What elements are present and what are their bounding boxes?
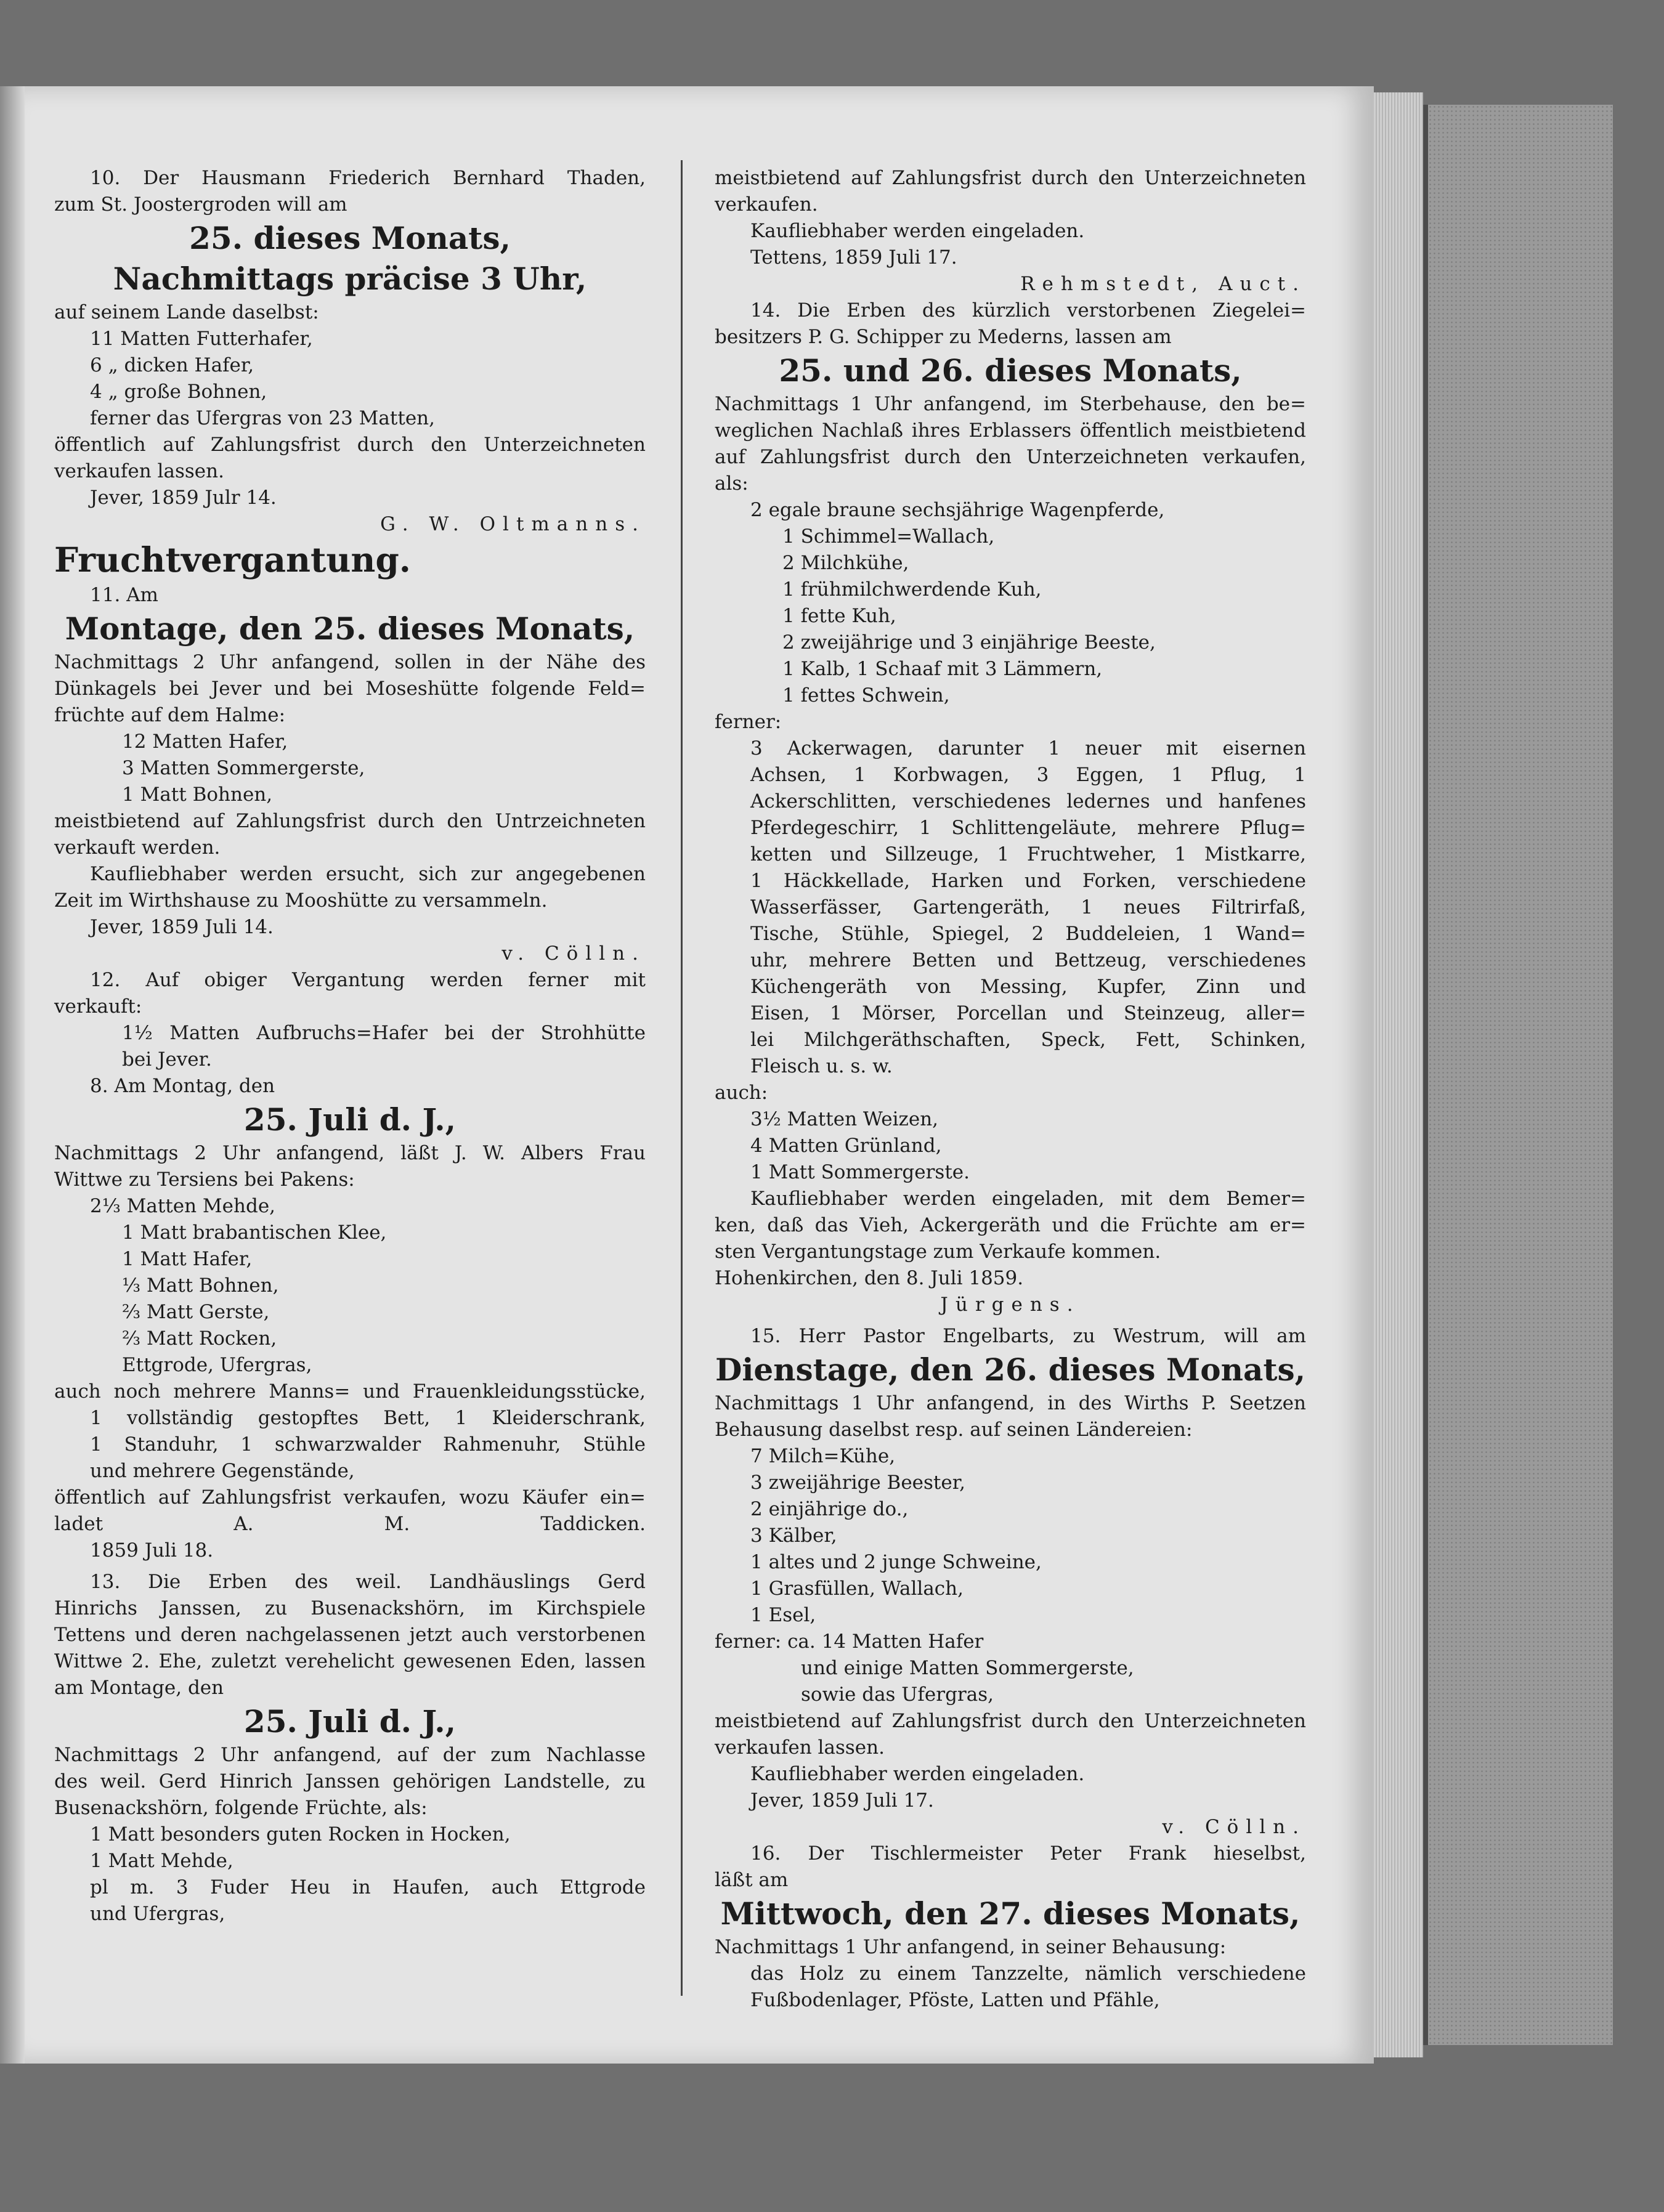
left-column-line: ⅓ Matt Bohnen,: [122, 1274, 279, 1297]
left-column-line: G. W. Oltmanns.: [380, 513, 646, 535]
right-column-line: Fußbodenlager, Pföste, Latten und Pfähle,: [750, 1989, 1160, 2011]
left-column-line: Hinrichs Janssen, zu Busenackshörn, im Kirchspiele: [54, 1597, 646, 1619]
right-column-line: v. Cölln.: [1162, 1816, 1306, 1838]
right-column-line: uhr, mehrere Betten und Bettzeug, verschiedenes: [750, 949, 1306, 971]
right-column-line: verkaufen lassen.: [715, 1736, 885, 1759]
left-column-line: ferner das Ufergras von 23 Matten,: [90, 407, 435, 429]
right-column-line: auf Zahlungsfrist durch den Unterzeichneten verkaufen,: [715, 446, 1306, 468]
left-column-line: verkauft werden.: [54, 837, 221, 859]
right-column-line: ken, daß das Vieh, Ackergeräth und die Früchte am er=: [715, 1214, 1306, 1236]
right-column-line: 1 fettes Schwein,: [782, 684, 950, 707]
left-column-line: ⅔ Matt Rocken,: [122, 1327, 277, 1350]
right-column-line: Rehmstedt, Auct.: [1020, 273, 1306, 295]
right-column-line: Eisen, 1 Mörser, Porcellan und Steinzeug, aller=: [750, 1002, 1306, 1024]
right-column-line: ketten und Sillzeuge, 1 Fruchtweher, 1 Mistkarre,: [750, 843, 1306, 865]
right-column-line: 1 Kalb, 1 Schaaf mit 3 Lämmern,: [782, 658, 1103, 680]
right-column: [715, 165, 1306, 2014]
left-column-line: 25. dieses Monats,: [189, 220, 511, 256]
left-column-line: meistbietend auf Zahlungsfrist durch den Untrzeichneten: [54, 810, 646, 832]
left-column-line: 13. Die Erben des weil. Landhäuslings Gerd: [90, 1571, 646, 1593]
left-column-line: 11. Am: [90, 584, 158, 606]
left-column-line: verkauft:: [54, 995, 142, 1018]
right-column-line: 1 Matt Sommergerste.: [750, 1161, 970, 1183]
left-column-line: des weil. Gerd Hinrich Janssen gehörigen Landstelle, zu: [54, 1770, 646, 1793]
left-column-line: 1 Standuhr, 1 schwarzwalder Rahmenuhr, Stühle: [90, 1433, 646, 1456]
right-column-line: als:: [715, 472, 749, 495]
right-column-line: Nachmittags 1 Uhr anfangend, in des Wirths P. Seetzen: [715, 1392, 1306, 1414]
right-column-line: 3½ Matten Weizen,: [750, 1108, 939, 1130]
left-column-line: 1 Matt Mehde,: [90, 1850, 233, 1872]
left-column-line: zum St. Joostergroden will am: [54, 193, 347, 216]
left-column-line: 1859 Juli 18.: [90, 1539, 214, 1562]
right-column-line: Küchengeräth von Messing, Kupfer, Zinn und: [750, 976, 1306, 998]
left-column-line: auch noch mehrere Manns= und Frauenkleidungsstücke,: [54, 1380, 646, 1403]
right-column-line: 25. und 26. dieses Monats,: [779, 352, 1242, 389]
right-column-line: 1 altes und 2 junge Schweine,: [750, 1551, 1042, 1573]
left-column-line: 25. Juli d. J.,: [243, 1101, 457, 1138]
right-column-line: meistbietend auf Zahlungsfrist durch den Unterzeichneten: [715, 167, 1306, 189]
left-column-line: Busenackshörn, folgende Früchte, als:: [54, 1797, 428, 1819]
right-column-line: das Holz zu einem Tanzzelte, nämlich verschiedene: [750, 1963, 1306, 1985]
right-column-line: Jever, 1859 Juli 17.: [750, 1789, 934, 1812]
left-column-line: Wittwe 2. Ehe, zuletzt verehelicht gewesenen Eden, lassen: [54, 1650, 646, 1672]
right-column-line: Mittwoch, den 27. dieses Monats,: [720, 1895, 1301, 1932]
left-column-line: 2⅓ Matten Mehde,: [90, 1195, 276, 1217]
left-column-line: pl m. 3 Fuder Heu in Haufen, auch Ettgrode: [90, 1876, 646, 1898]
right-column-line: 1 Esel,: [750, 1604, 816, 1626]
left-column-line: früchte auf dem Halme:: [54, 704, 286, 726]
left-column-line: 8. Am Montag, den: [90, 1075, 275, 1097]
left-column-line: v. Cölln.: [501, 942, 646, 965]
right-column-line: 2 Milchkühe,: [782, 552, 909, 574]
right-column-line: [715, 1318, 1306, 1323]
right-column-line: Fleisch u. s. w.: [750, 1055, 893, 1077]
left-column-line: ⅔ Matt Gerste,: [122, 1301, 270, 1323]
right-column-line: 3 Ackerwagen, darunter 1 neuer mit eisernen: [750, 737, 1306, 760]
right-column-line: Kaufliebhaber werden eingeladen.: [750, 220, 1085, 242]
left-column-line: 25. Juli d. J.,: [243, 1703, 457, 1740]
right-column-line: 15. Herr Pastor Engelbarts, zu Westrum, will am: [750, 1325, 1306, 1347]
right-column-line: ferner: ca. 14 Matten Hafer: [715, 1631, 984, 1653]
right-column-line: weglichen Nachlaß ihres Erblassers öffentlich meistbietend: [715, 419, 1306, 442]
right-column-line: besitzers P. G. Schipper zu Mederns, lassen am: [715, 326, 1172, 348]
right-column-line: Ackerschlitten, verschiedenes ledernes und hanfenes: [750, 790, 1306, 812]
right-column-line: 2 zweijährige und 3 einjährige Beeste,: [782, 631, 1156, 654]
right-column-line: 1 frühmilchwerdende Kuh,: [782, 578, 1042, 601]
left-column-line: 6 „ dicken Hafer,: [90, 354, 254, 376]
right-column-line: meistbietend auf Zahlungsfrist durch den Unterzeichneten: [715, 1710, 1306, 1732]
left-column-line: 1 Matt Bohnen,: [122, 784, 273, 806]
right-column-line: auch:: [715, 1082, 768, 1104]
right-column-line: lei Milchgeräthschaften, Speck, Fett, Schinken,: [750, 1029, 1306, 1051]
right-column-line: sowie das Ufergras,: [801, 1683, 994, 1706]
right-column-line: 3 zweijährige Beester,: [750, 1472, 965, 1494]
left-column-line: 12 Matten Hafer,: [122, 731, 288, 753]
right-column-line: und einige Matten Sommergerste,: [801, 1657, 1134, 1679]
left-column-line: Nachmittags 2 Uhr anfangend, sollen in der Nähe des: [54, 651, 646, 673]
left-column-line: Dünkagels bei Jever und bei Moseshütte folgende Feld=: [54, 678, 646, 700]
right-column-line: verkaufen.: [715, 193, 818, 216]
left-column-line: Ettgrode, Ufergras,: [122, 1354, 312, 1376]
right-column-line: Jürgens.: [940, 1294, 1081, 1316]
right-column-line: Tische, Stühle, Spiegel, 2 Buddeleien, 1 Wand=: [750, 923, 1306, 945]
left-column-line: verkaufen lassen.: [54, 460, 224, 482]
right-column-line: Kaufliebhaber werden eingeladen, mit dem Bemer=: [750, 1188, 1306, 1210]
left-column-line: Kaufliebhaber werden ersucht, sich zur angegebenen: [90, 863, 646, 885]
left-column-line: 12. Auf obiger Vergantung werden ferner mit: [90, 969, 646, 991]
left-column-line: Wittwe zu Tersiens bei Pakens:: [54, 1169, 355, 1191]
right-column-line: 2 einjährige do.,: [750, 1498, 909, 1520]
right-column-line: Nachmittags 1 Uhr anfangend, im Sterbehause, den be=: [715, 393, 1306, 415]
left-column: [54, 165, 646, 1927]
page-edges: [1374, 92, 1423, 2057]
left-column-line: Jever, 1859 Juli 14.: [90, 916, 274, 938]
right-column-line: Achsen, 1 Korbwagen, 3 Eggen, 1 Pflug, 1: [750, 764, 1306, 786]
left-column-line: auf seinem Lande daselbst:: [54, 301, 319, 323]
left-column-line: 1 vollständig gestopftes Bett, 1 Kleiderschrank,: [90, 1407, 646, 1429]
right-column-line: 7 Milch=Kühe,: [750, 1445, 896, 1467]
left-column-line: bei Jever.: [122, 1048, 212, 1071]
right-column-line: 3 Kälber,: [750, 1525, 837, 1547]
left-column-line: öffentlich auf Zahlungsfrist durch den Unterzeichneten: [54, 434, 646, 456]
left-column-line: Nachmittags präcise 3 Uhr,: [113, 261, 587, 297]
right-column-line: Behausung daselbst resp. auf seinen Ländereien:: [715, 1419, 1193, 1441]
left-column-line: und Ufergras,: [90, 1903, 225, 1925]
right-column-line: Wasserfässer, Gartengeräth, 1 neues Filtrirfaß,: [750, 896, 1306, 918]
right-column-line: 2 egale braune sechsjährige Wagenpferde,: [750, 499, 1165, 521]
left-column-line: 1 Matt brabantischen Klee,: [122, 1221, 387, 1244]
right-column-line: Tettens, 1859 Juli 17.: [750, 246, 957, 269]
left-column-line: 11 Matten Futterhafer,: [90, 328, 313, 350]
left-column-line: Montage, den 25. dieses Monats,: [65, 610, 635, 647]
column-rule: [681, 160, 683, 1996]
left-column-line: öffentlich auf Zahlungsfrist verkaufen, wozu Käufer ein=: [54, 1486, 646, 1509]
right-column-line: Hohenkirchen, den 8. Juli 1859.: [715, 1267, 1024, 1289]
left-column-line: ladet A. M. Taddicken.: [54, 1513, 646, 1535]
right-column-line: Nachmittags 1 Uhr anfangend, in seiner Behausung:: [715, 1936, 1227, 1958]
left-column-line: Zeit im Wirthshause zu Mooshütte zu versammeln.: [54, 889, 548, 912]
left-column-line: 10. Der Hausmann Friederich Bernhard Thaden,: [90, 167, 646, 189]
left-column-line: 1 Matt besonders guten Rocken in Hocken,: [90, 1823, 511, 1845]
right-column-line: Kaufliebhaber werden eingeladen.: [750, 1763, 1085, 1785]
right-column-line: 1 Häckkellade, Harken und Forken, verschiedene: [750, 870, 1306, 892]
left-column-line: am Montage, den: [54, 1677, 224, 1699]
right-column-line: sten Vergantungstage zum Verkaufe kommen.: [715, 1241, 1161, 1263]
right-column-line: läßt am: [715, 1869, 789, 1891]
left-column-line: 3 Matten Sommergerste,: [122, 757, 365, 779]
right-column-line: 14. Die Erben des kürzlich verstorbenen Ziegelei=: [750, 299, 1306, 322]
left-column-line: 1½ Matten Aufbruchs=Hafer bei der Strohhütte: [122, 1022, 646, 1044]
right-column-line: 1 Grasfüllen, Wallach,: [750, 1578, 964, 1600]
right-column-line: 1 Schimmel=Wallach,: [782, 525, 995, 548]
book-cover: [1423, 105, 1613, 2045]
left-column-line: Tettens und deren nachgelassenen jetzt auch verstorbenen: [54, 1624, 646, 1646]
left-column-line: Nachmittags 2 Uhr anfangend, läßt J. W. Albers Frau: [54, 1142, 646, 1164]
left-column-line: und mehrere Gegenstände,: [90, 1460, 355, 1482]
right-column-line: ferner:: [715, 711, 782, 733]
right-column-line: 16. Der Tischlermeister Peter Frank hieselbst,: [750, 1842, 1306, 1865]
right-column-line: 4 Matten Grünland,: [750, 1135, 942, 1157]
right-column-line: Pferdegeschirr, 1 Schlittengeläute, mehrere Pflug=: [750, 817, 1306, 839]
left-column-line: Jever, 1859 Julr 14.: [90, 487, 277, 509]
left-column-line: Fruchtvergantung.: [54, 540, 411, 580]
left-column-line: [54, 1564, 646, 1569]
left-column-line: Nachmittags 2 Uhr anfangend, auf der zum Nachlasse: [54, 1744, 646, 1766]
right-column-line: Dienstage, den 26. dieses Monats,: [715, 1351, 1306, 1388]
previous-page-edge: [0, 86, 25, 2064]
left-column-line: 1 Matt Hafer,: [122, 1248, 253, 1270]
left-column-line: 4 „ große Bohnen,: [90, 381, 267, 403]
right-column-line: 1 fette Kuh,: [782, 605, 896, 627]
